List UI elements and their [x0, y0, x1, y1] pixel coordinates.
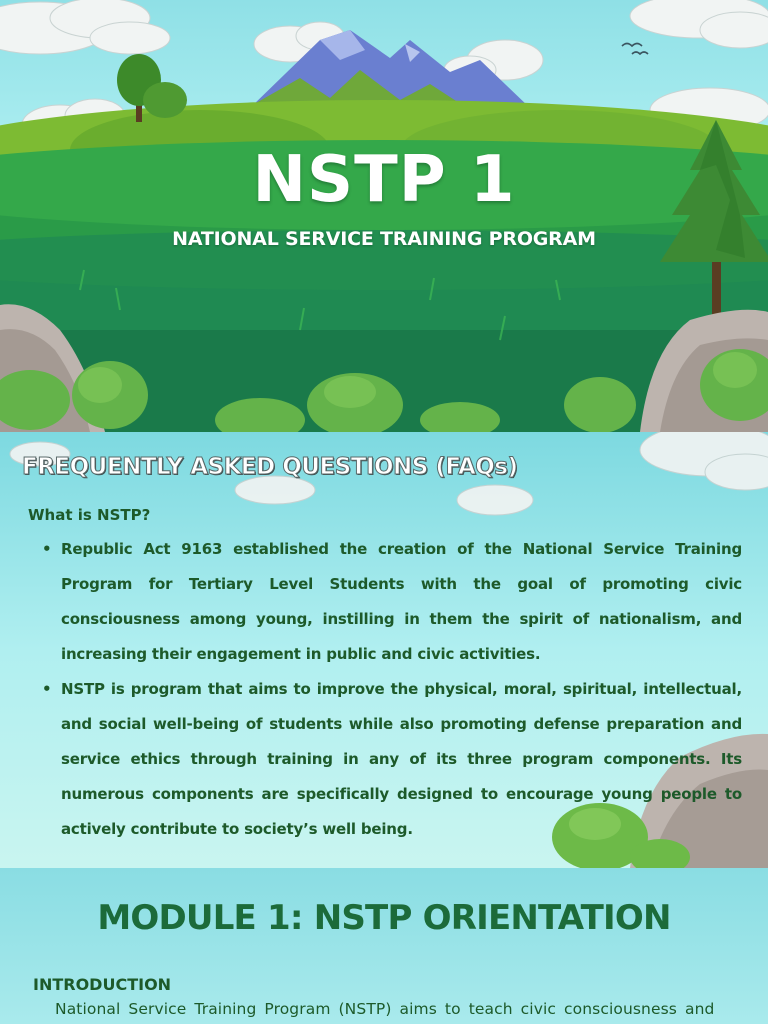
bullet-icon: • [42, 540, 52, 558]
list-item-text: Republic Act 9163 established the creation of the National Service Training Program for Tertiary Level Students with the goal of promoting civic consciousness among young, instilling in them the spirit of nationalism, and increasing their engagement in public and civic activities. [61, 540, 742, 663]
hero-banner [0, 0, 768, 432]
bullet-icon: • [42, 680, 52, 698]
page-title: NSTP 1 [252, 143, 516, 217]
faq-section [0, 432, 768, 868]
module-body-text: National Service Training Program (NSTP) aims to teach civic consciousness and [55, 1000, 715, 1018]
list-item [42, 672, 742, 847]
module-section [0, 868, 768, 1024]
module-title: MODULE 1: NSTP ORIENTATION [97, 898, 671, 938]
faq-answer-list [42, 532, 742, 847]
page-subtitle: NATIONAL SERVICE TRAINING PROGRAM [172, 228, 596, 250]
list-item-text: NSTP is program that aims to improve the physical, moral, spiritual, intellectual, and social well-being of students while also promoting defense preparation and service ethics through training in any of its three program components. Its numerous components are specifically designed to encourage young people to actively contribute to society’s well being. [61, 680, 742, 838]
faq-heading: FREQUENTLY ASKED QUESTIONS (FAQs) [22, 454, 518, 480]
module-subhead: INTRODUCTION [33, 975, 172, 994]
faq-question: What is NSTP? [28, 506, 151, 524]
list-item [42, 532, 742, 672]
